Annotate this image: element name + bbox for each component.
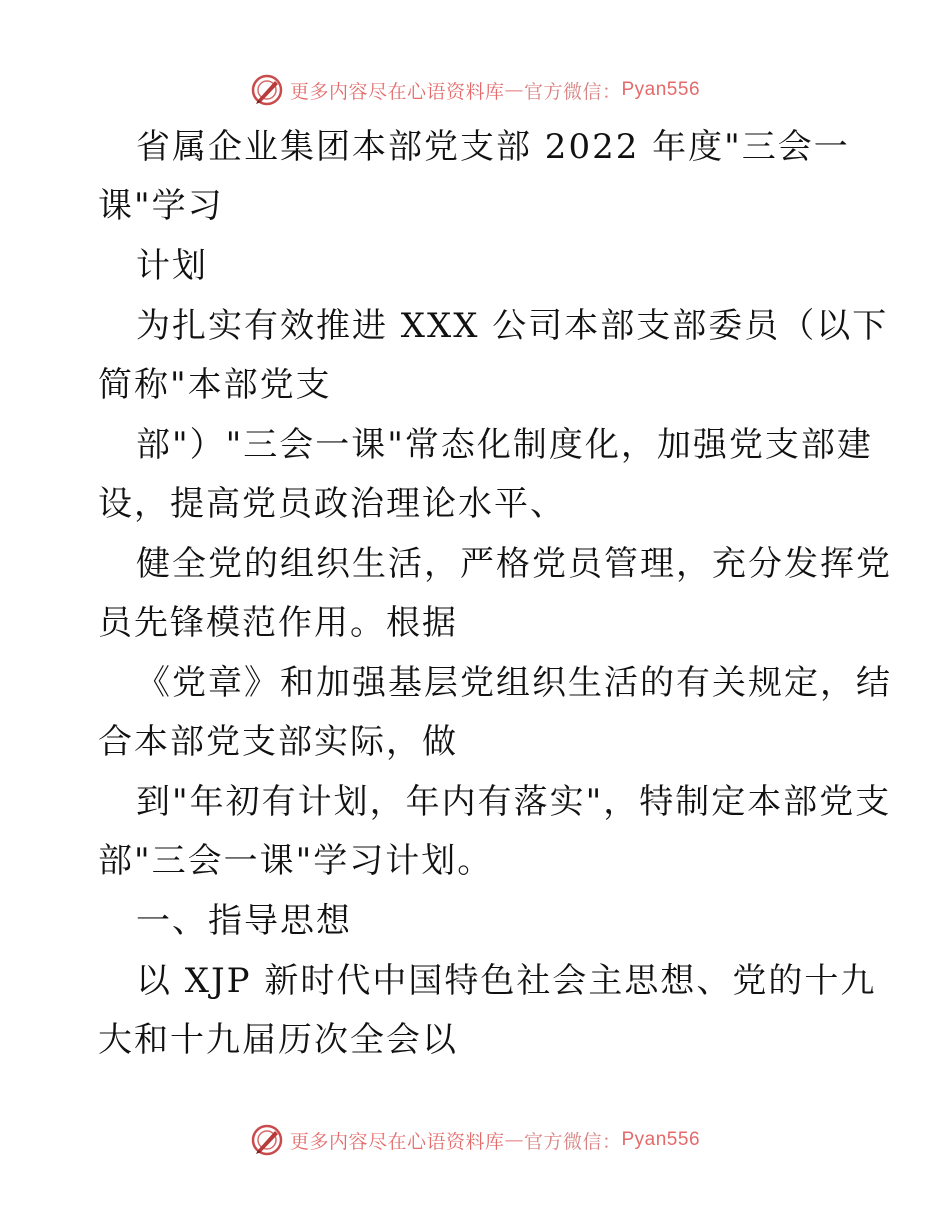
watermark-wechat-id: Pyan556 — [621, 79, 701, 100]
watermark-main-text: 更多内容尽在心语资料库 — [289, 80, 505, 103]
watermark-wechat-id: Pyan556 — [621, 1129, 701, 1150]
paragraph-line: 员先锋模范作用。根据 — [98, 603, 458, 643]
paragraph-line: 部"）"三会一课"常态化制度化，加强党支部建 — [136, 425, 873, 465]
paragraph-line: 《党章》和加强基层党组织生活的有关规定，结 — [136, 663, 892, 703]
pen-logo-icon — [250, 1123, 284, 1157]
paragraph-line: 以 XJP 新时代中国特色社会主思想、党的十九 — [136, 961, 877, 1001]
document-body — [98, 117, 892, 1070]
paragraph-line: 为扎实有效推进 XXX 公司本部支部委员（以下 — [136, 306, 889, 346]
watermark-dash: — — [504, 1129, 524, 1151]
paragraph-line: 合本部党支部实际，做 — [98, 722, 458, 762]
footer-watermark — [0, 1123, 950, 1157]
paragraph-line: 简称"本部党支 — [98, 365, 332, 405]
paragraph-line: 设，提高党员政治理论水平、 — [98, 484, 566, 524]
title-line-1: 省属企业集团本部党支部 2022 年度"三会一 — [136, 127, 850, 167]
watermark-dash: — — [504, 79, 524, 101]
title-line-3: 计划 — [136, 246, 208, 286]
header-watermark — [0, 73, 950, 107]
paragraph-line: 部"三会一课"学习计划。 — [98, 841, 494, 881]
watermark-wechat-label: 官方微信： — [523, 80, 622, 103]
paragraph-line: 大和十九届历次全会以 — [98, 1020, 458, 1060]
section-heading: 一、指导思想 — [136, 901, 352, 941]
paragraph-line: 到"年初有计划，年内有落实"，特制定本部党支 — [136, 782, 892, 822]
title-line-2: 课"学习 — [98, 186, 224, 226]
watermark-wechat-label: 官方微信： — [523, 1130, 622, 1153]
paragraph-line: 健全党的组织生活，严格党员管理，充分发挥党 — [136, 544, 892, 584]
pen-logo-icon — [250, 73, 284, 107]
watermark-main-text: 更多内容尽在心语资料库 — [289, 1130, 505, 1153]
